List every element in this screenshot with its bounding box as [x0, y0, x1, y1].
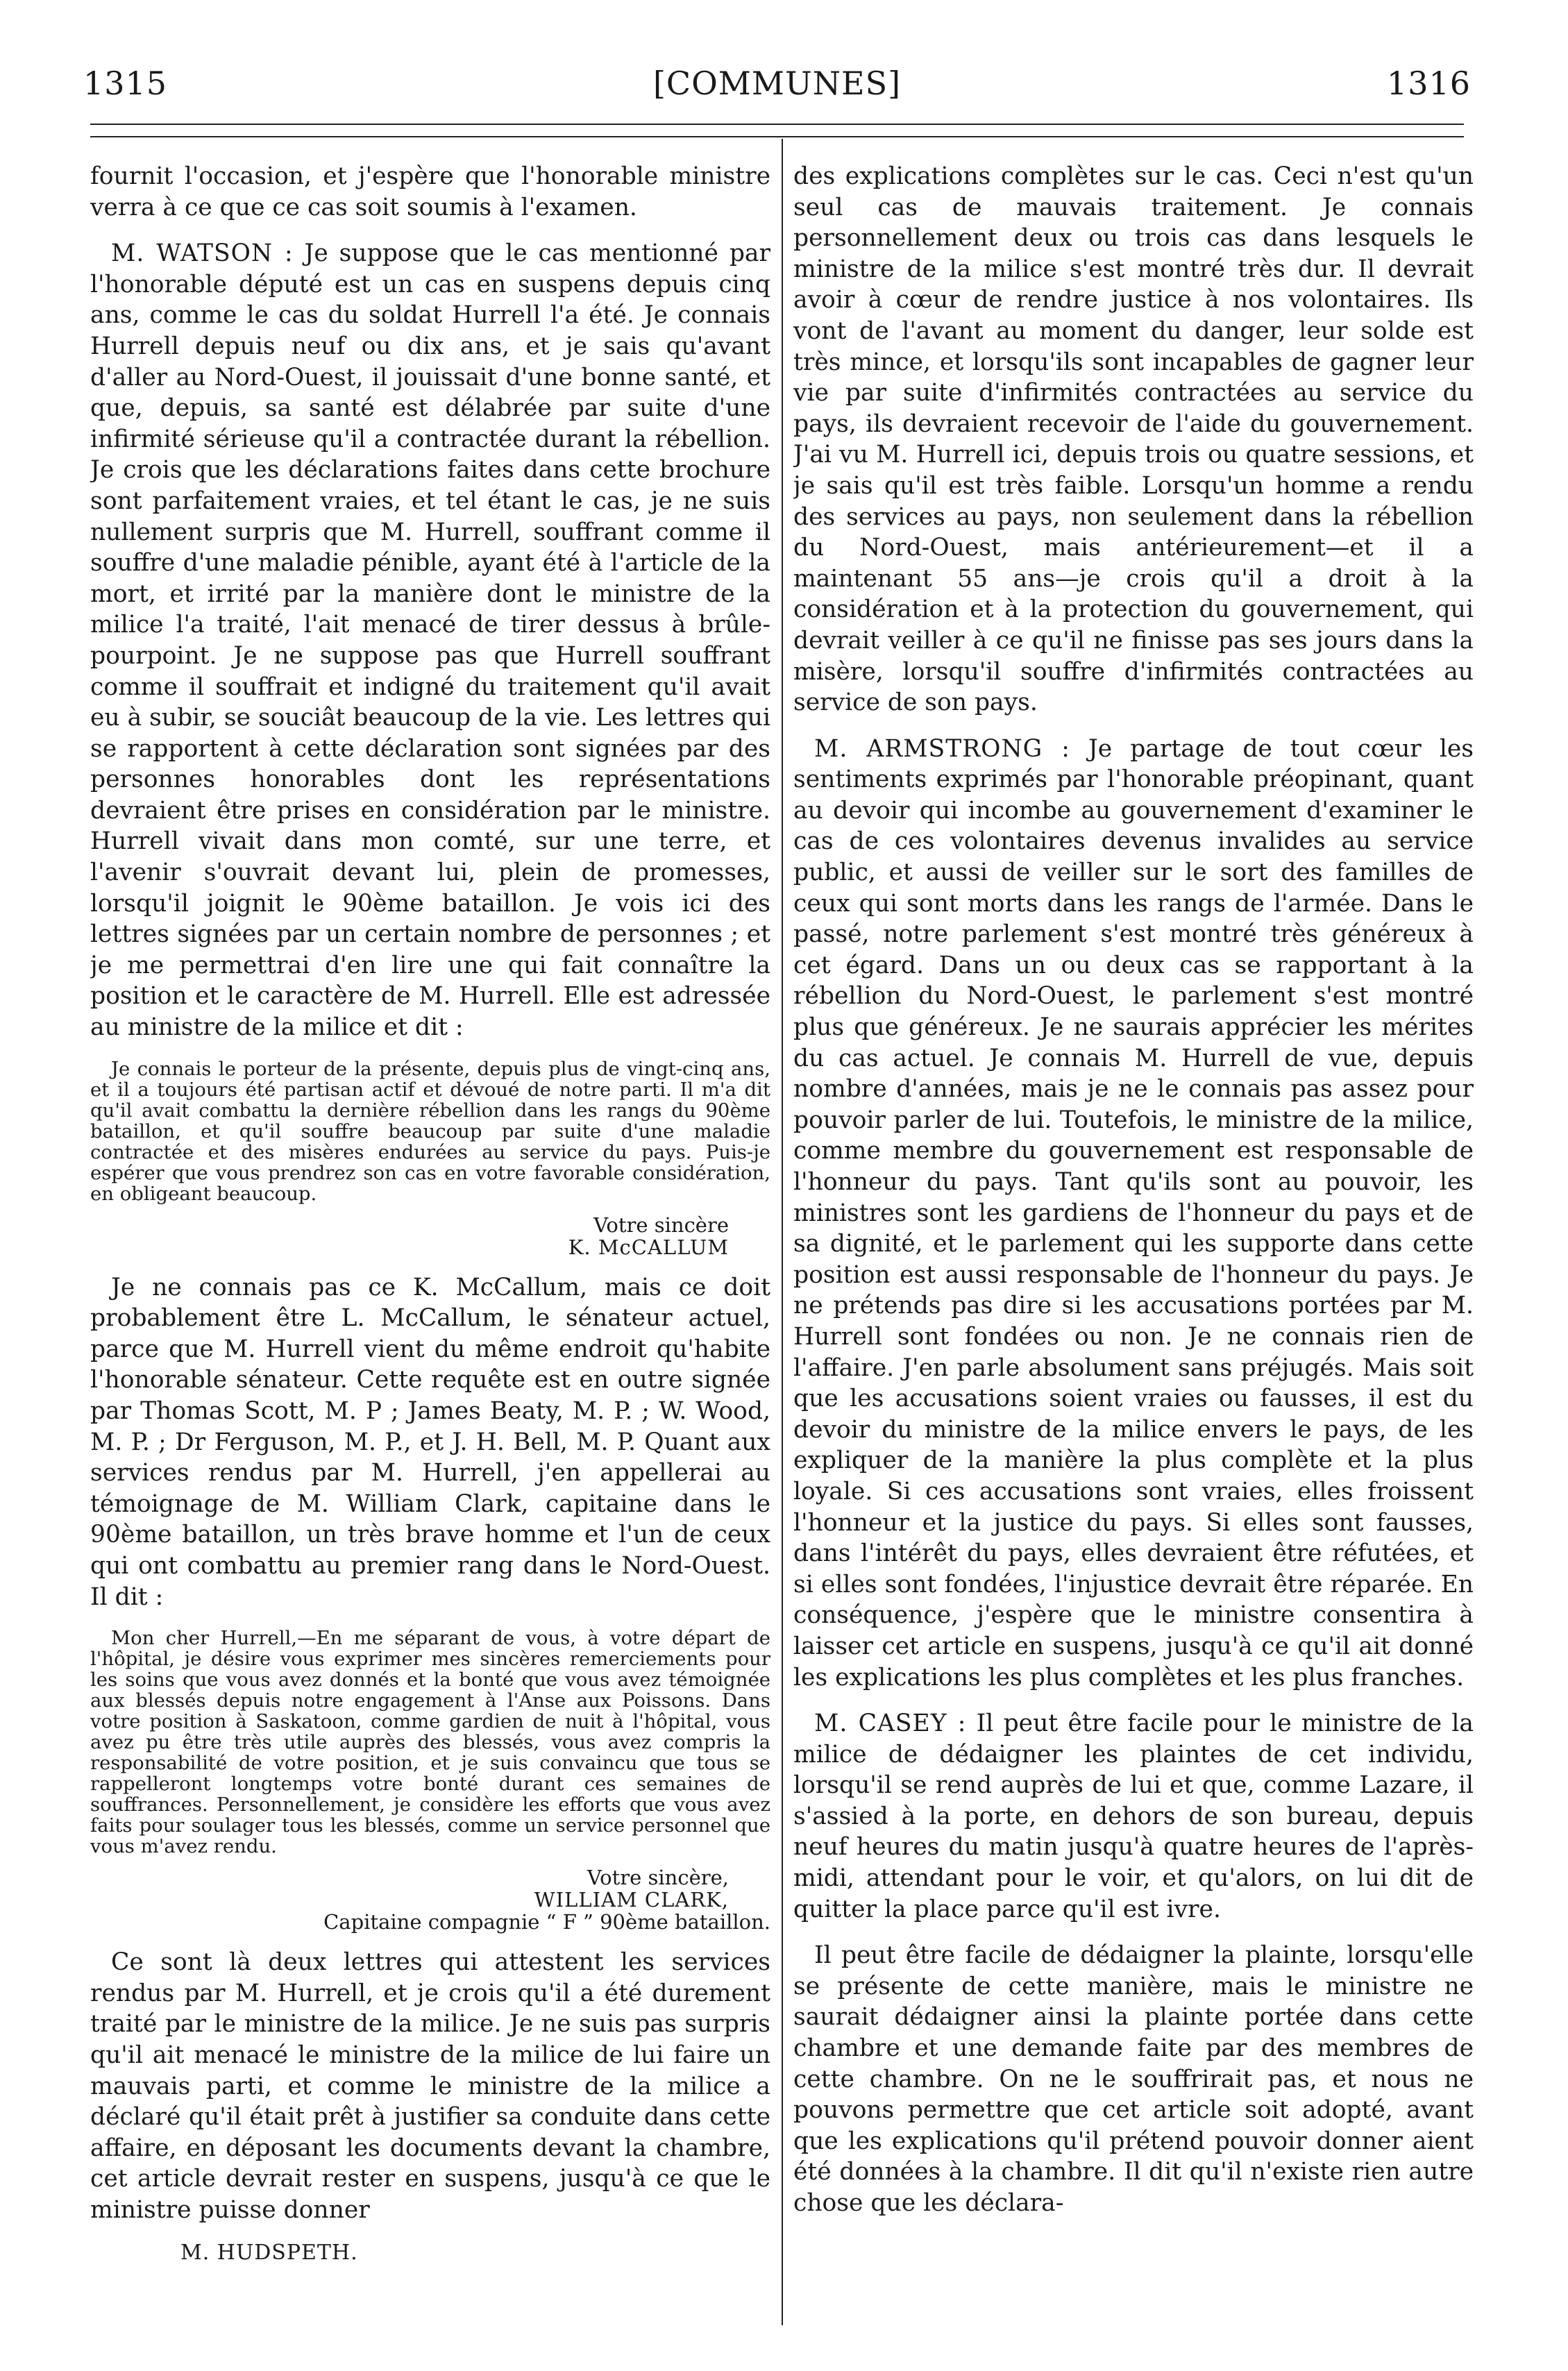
quoted-letter: Mon cher Hurrell,—En me séparant de vous, à votre départ de l'hôpital, je désire vous exprimer mes sincères remerciements pour les soins que vous avez donnés et la bonté que vous avez témoignée aux blessés depuis notre engagement à l'Anse aux Poissons. Dans votre position à Saskatoon, comme gardien de nuit à l'hôpital, vous avez pu être très utile auprès des blessés, vous avez compris la responsabilité de votre position, et je suis convaincu que tous se rappelleront longtemps votre bonté durant ces semaines de souffrances. Personnellement, je considère les efforts que vous avez faits pour soulager tous les blessés, comme un service personnel que vous m'avez rendu.: [90, 1627, 770, 1858]
column-divider: [782, 139, 783, 2325]
paragraph: Je ne connais pas ce K. McCallum, mais ce doit probablement être L. McCallum, le sénateur actuel, parce que M. Hurrell vient du même endroit qu'habite l'honorable sénateur. Cette requête est en outre signée par Thomas Scott, M. P ; James Beaty, M. P. ; W. Wood, M. P. ; Dr Ferguson, M. P., et J. H. Bell, M. P. Quant aux services rendus par M. Hurrell, j'en appellerai au témoignage de M. William Clark, capitaine dans le 90ème bataillon, un très brave homme et l'un de ceux qui ont combattu au premier rang dans le Nord-Ouest. Il dit :: [90, 1273, 770, 1611]
letter-signature: [90, 1214, 770, 1258]
speech-watson: [90, 238, 770, 1043]
quoted-letter: Je connais le porteur de la présente, depuis plus de vingt-cinq ans, et il a toujours été partisan actif et dévoué de notre parti. Il m'a dit qu'il avait combattu la dernière rébellion dans les rangs du 90ème bataillon, et qu'il souffre beaucoup par suite d'une maladie contractée et des misères endurées au service du pays. Puis-je espérer que vous prendrez son cas en votre favorable considération, en obligeant beaucoup.: [90, 1057, 770, 1205]
paragraph: Ce sont là deux lettres qui attestent les services rendus par M. Hurrell, et je crois qu'il a été durement traité par le ministre de la milice. Je ne suis pas surpris qu'il ait menacé le ministre de la milice de lui faire un mauvais parti, et comme le ministre de la milice a déclaré qu'il était prêt à justifier sa conduite dans cette affaire, en déposant les documents devant la chambre, cet article devrait rester en suspens, jusqu'à ce que le ministre puisse donner: [90, 1948, 770, 2224]
speech-armstrong: [793, 734, 1474, 1693]
header-rule-bottom: [90, 136, 1464, 137]
speaker-name: M. CASEY :: [814, 1710, 967, 1738]
signature-name: K. McCALLUM: [568, 1235, 729, 1259]
footer-speaker: M. HUDSPETH.: [180, 2240, 358, 2265]
speech-text: Je partage de tout cœur les sentiments exprimés par l'honorable préopinant, quant au devoir qui incombe au gouvernement d'examiner le cas de ces volontaires devenus invalides au service public, et aussi de veiller sur le sort des familles de ceux qui sont morts dans les rangs de l'armée. Dans le passé, notre parlement s'est montré très généreux à cet égard. Dans un ou deux cas se rapportant à la rébellion du Nord-Ouest, le parlement s'est montré plus que généreux. Je ne saurais apprécier les mérites du cas actuel. Je connais M. Hurrell de vue, depuis nombre d'années, mais je ne le connais pas assez pour pouvoir parler de lui. Toutefois, le ministre de la milice, comme membre du gouvernement est responsable de l'honneur du pays. Tant qu'ils sont au pouvoir, les ministres sont les gardiens de l'honneur du pays et de sa dignité, et le parlement qui les supporte dans cette position est aussi responsable de l'honneur du pays. Je ne prétends pas dire si les accusations portées par M. Hurrell sont fondées ou non. Je ne connais rien de l'affaire. J'en parle absolument sans préjugés. Mais soit que les accusations soient vraies ou fausses, il est du devoir du ministre de la milice envers le pays, de les expliquer de la manière la plus complète et la plus loyale. Si ces accusations sont vraies, elles froissent l'honneur et la justice du pays. Si elles sont fausses, dans l'intérêt du pays, elles devraient être réfutées, et si elles sont fondées, l'injustice devrait être réparée. En conséquence, j'espère que le ministre consentira à laisser cet article en suspens, jusqu'à ce qu'il ait donné les explications les plus complètes et les plus franches.: [793, 734, 1474, 1691]
running-title: [COMMUNES]: [652, 65, 902, 102]
left-page-number: 1315: [83, 65, 168, 102]
speech-casey: [793, 1708, 1474, 1925]
right-page-number: 1316: [1386, 65, 1471, 102]
signature-closing: Votre sincère: [593, 1213, 729, 1237]
page-header: [83, 56, 1471, 111]
speaker-name: M. ARMSTRONG :: [814, 734, 1070, 763]
paragraph: fournit l'occasion, et j'espère que l'honorable ministre verra à ce que ce cas soit soumis à l'examen.: [90, 162, 770, 221]
signature-title: Capitaine compagnie “ F ” 90ème bataillon.: [323, 1910, 770, 1934]
speech-text: Je suppose que le cas mentionné par l'honorable député est un cas en suspens depuis cinq ans, comme le cas du soldat Hurrell l'a été. Je connais Hurrell depuis neuf ou dix ans, et je sais qu'avant d'aller au Nord-Ouest, il jouissait d'une bonne santé, et que, depuis, sa santé est délabrée par suite d'une infirmité sérieuse qu'il a contractée durant la rébellion. Je crois que les déclarations faites dans cette brochure sont parfaitement vraies, et tel étant le cas, je ne suis nullement surpris que M. Hurrell, souffrant comme il souffre d'une maladie pénible, ayant été à l'article de la mort, et irrité par la manière dont le ministre de la milice l'a traité, l'ait menacé de tirer dessus à brûle-pourpoint. Je ne suppose pas que Hurrell souffrant comme il souffrait et indigné du traitement qu'il avait eu à subir, se souciât beaucoup de la vie. Les lettres qui se rapportent à cette déclaration sont signées par des personnes honorables dont les représentations devraient être prises en considération par le ministre. Hurrell vivait dans mon comté, sur une terre, et l'avenir s'ouvrait devant lui, plein de promesses, lorsqu'il joignit le 90ème bataillon. Je vois ici des lettres signées par un certain nombre de personnes ; et je me permettrai d'en lire une qui fait connaître la position et le caractère de M. Hurrell. Elle est adressée au ministre de la milice et dit :: [90, 239, 770, 1042]
header-rule-top: [90, 124, 1464, 125]
signature-closing: Votre sincère,: [587, 1866, 729, 1890]
speaker-name: M. WATSON :: [111, 239, 294, 268]
speech-text: Il peut être facile pour le ministre de la milice de dédaigner les plaintes de cet individu, lorsqu'il se rend auprès de lui et que, comme Lazare, il s'assied à la porte, en dehors de son bureau, depuis neuf heures du matin jusqu'à quatre heures de l'après-midi, attendant pour le voir, et qu'alors, on lui dit de quitter la place parce qu'il est ivre.: [793, 1710, 1474, 1923]
signature-name: WILLIAM CLARK,: [534, 1888, 729, 1912]
right-column: [793, 161, 1474, 2313]
paragraph: des explications complètes sur le cas. Ceci n'est qu'un seul cas de mauvais traitement. Je connais personnellement deux ou trois cas dans lesquels le ministre de la milice s'est montré très dur. Il devrait avoir à cœur de rendre justice à nos volontaires. Ils vont de l'avant au moment du danger, leur solde est très mince, et lorsqu'ils sont incapables de gagner leur vie par suite d'infirmités contractées au service du pays, ils devraient recevoir de l'aide du gouvernement. J'ai vu M. Hurrell ici, depuis trois ou quatre sessions, et je sais qu'il est très faible. Lorsqu'un homme a rendu des services au pays, non seulement dans la rébellion du Nord-Ouest, mais antérieurement—et il a maintenant 55 ans—je crois qu'il a droit à la considération et à la protection du gouvernement, qui devrait veiller à ce qu'il ne finisse pas ses jours dans la misère, lorsqu'il souffre d'infirmités contractées au service de son pays.: [793, 162, 1474, 717]
letter-signature: [90, 1866, 770, 1933]
left-column: [90, 161, 770, 2313]
paragraph: Il peut être facile de dédaigner la plainte, lorsqu'elle se présente de cette manière, mais le ministre ne saurait dédaigner ainsi la plainte portée dans cette chambre et une demande faite par des membres de cette chambre. On ne le souffrirait pas, et nous ne pouvons permettre que cet article soit adopté, avant que les explications qu'il prétend pouvoir donner aient été données à la chambre. Il dit qu'il n'existe rien autre chose que les déclara-: [793, 1941, 1474, 2217]
